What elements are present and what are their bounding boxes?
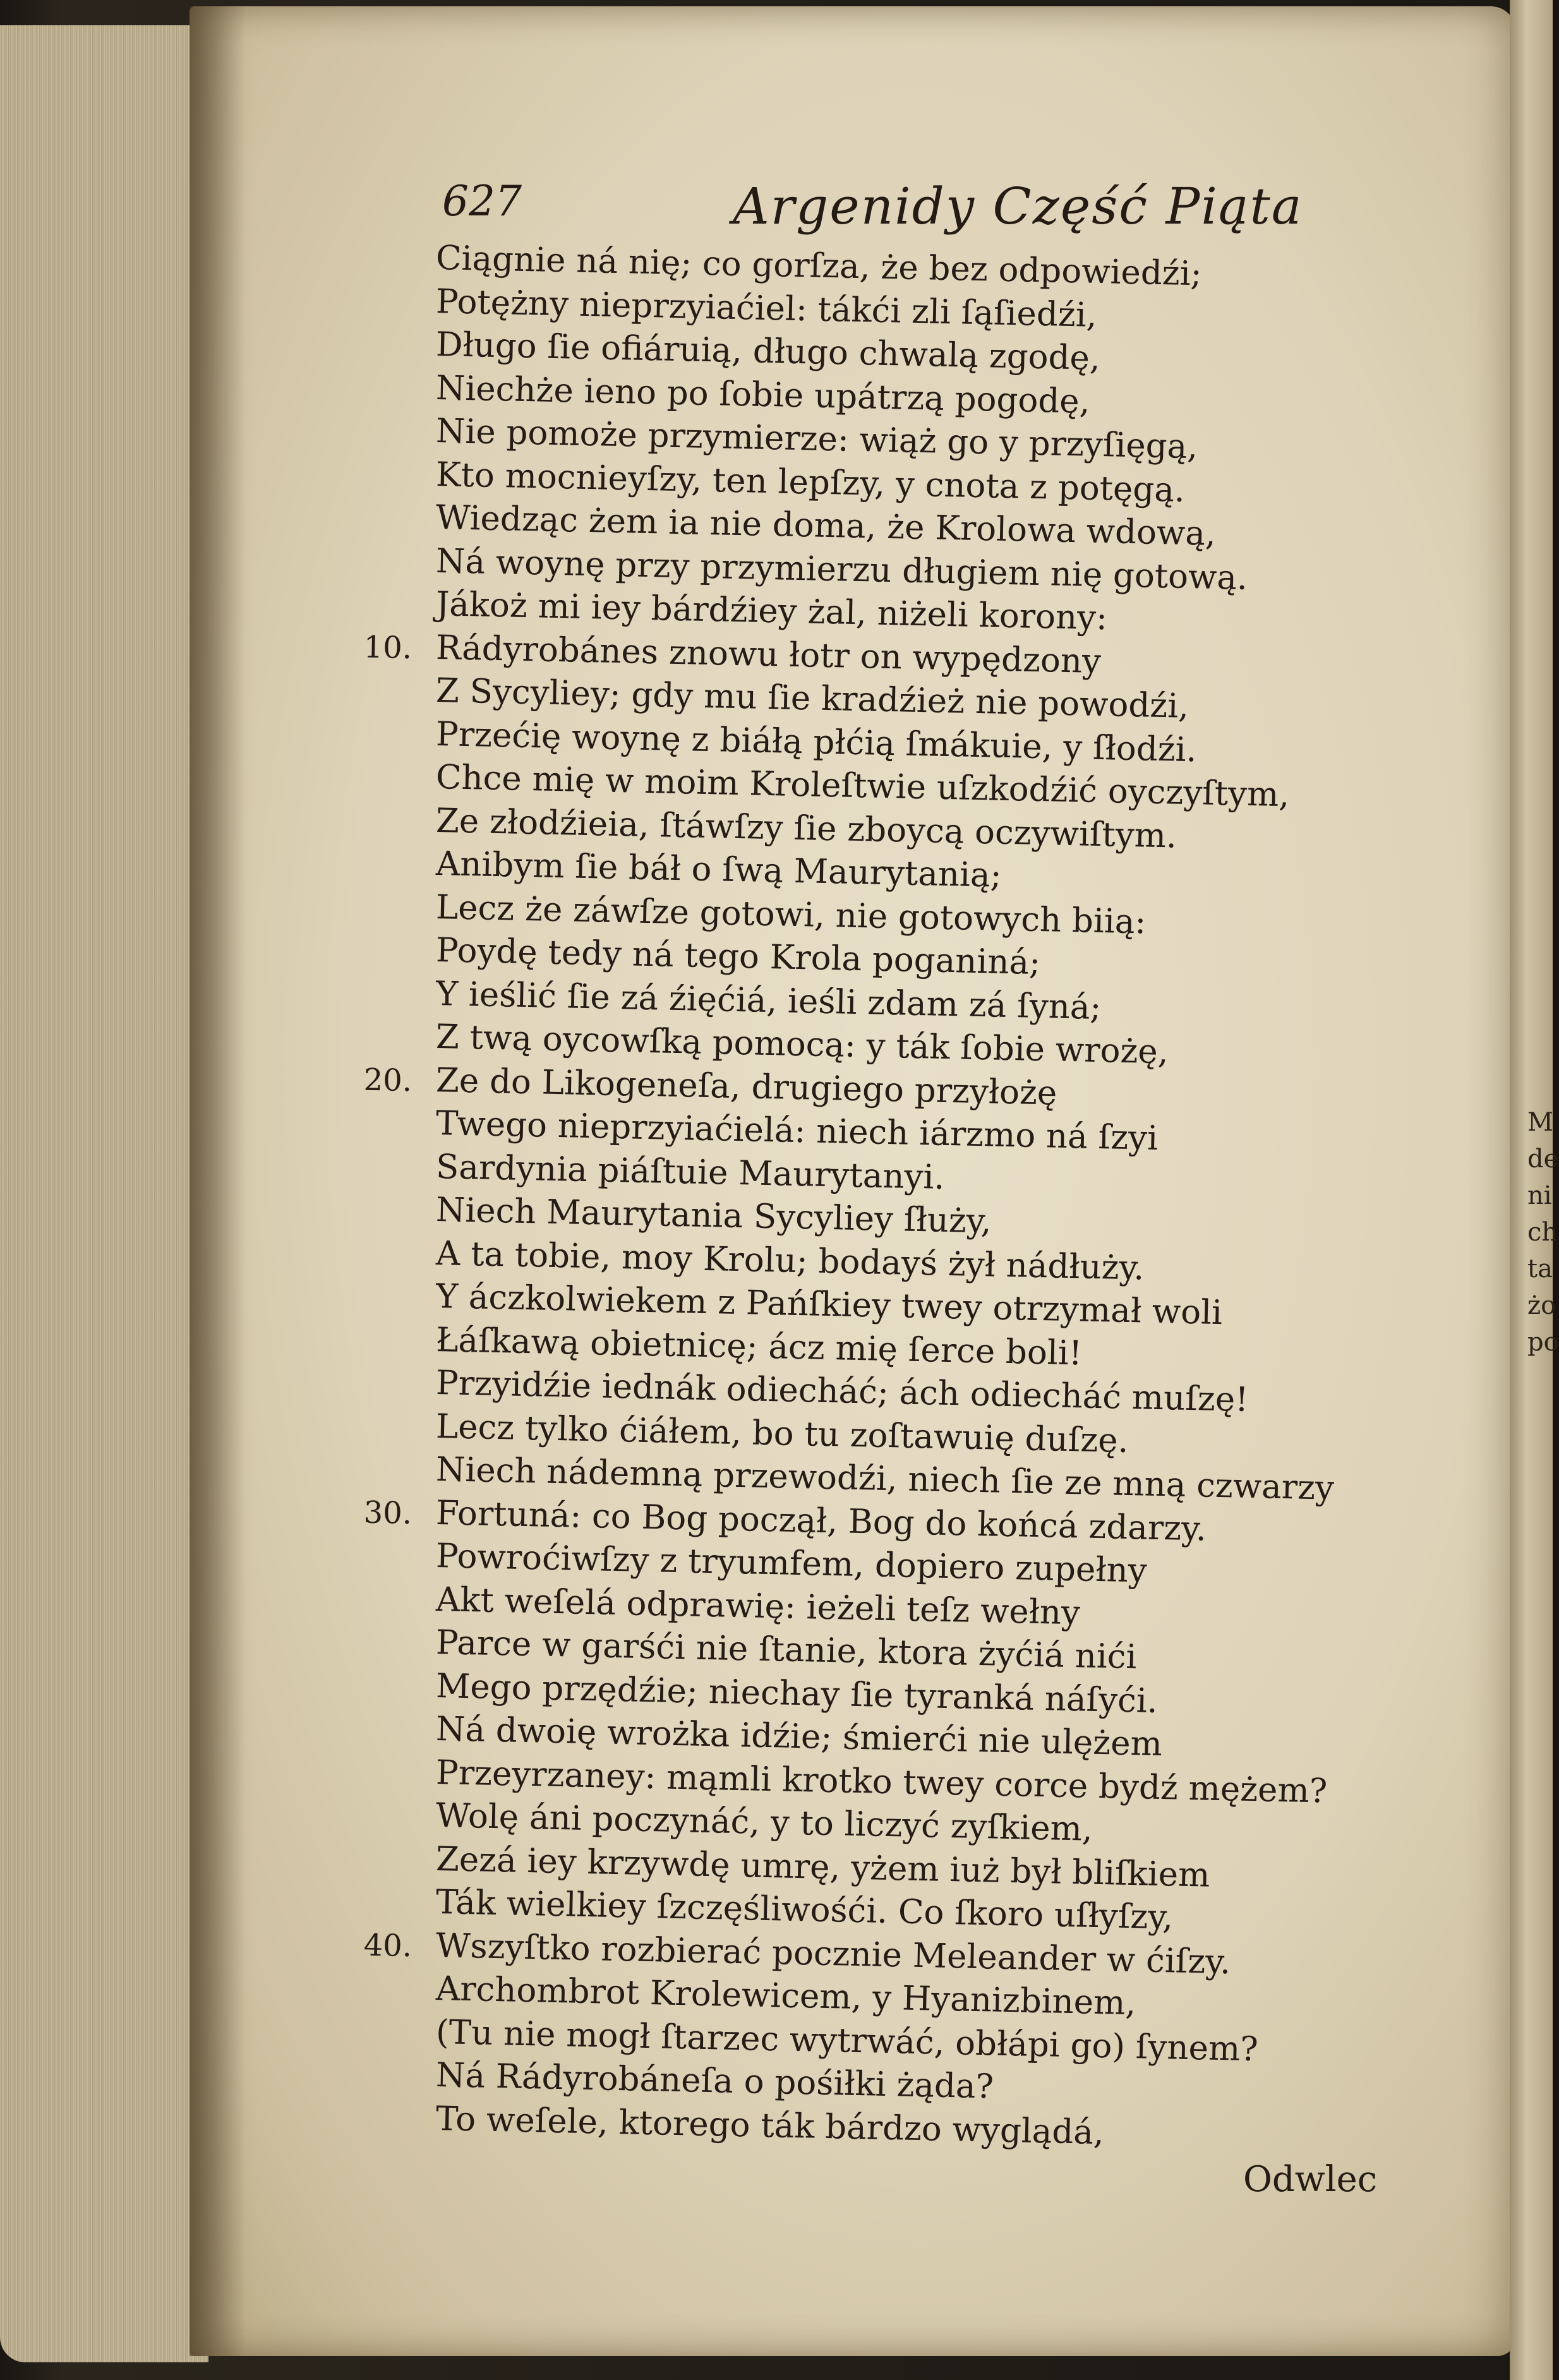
line-number xyxy=(330,1883,412,1885)
line-number xyxy=(330,1321,412,1323)
line-number xyxy=(330,1753,412,1755)
line-number xyxy=(330,2013,412,2015)
poem-text xyxy=(0,239,1559,2184)
line-number xyxy=(330,1407,412,1409)
line-number xyxy=(330,2056,412,2058)
line-text: Akt weſelá odprawię: ieżeli teſz wełny xyxy=(435,1580,1081,1632)
line-number xyxy=(330,1796,412,1798)
line-number: 40. xyxy=(363,1927,412,1964)
line-number xyxy=(330,455,412,457)
line-text: Fortuná: co Bog począł, Bog do końcá zdarzy. xyxy=(435,1493,1207,1549)
line-text: Ták wielkiey ſzczęśliwośći. Co ſkoro uſłyſzy, xyxy=(435,1883,1174,1937)
line-number xyxy=(330,1364,412,1366)
line-number xyxy=(330,1580,412,1582)
line-text: Wszyſtko rozbierać pocznie Meleander w ćiſzy. xyxy=(435,1926,1231,1981)
line-text: Lecz tylko ćiáłem, bo tu zoſtawuię duſzę. xyxy=(435,1407,1129,1460)
line-text: Parce w garśći nie ſtanie, ktora żyćiá nići xyxy=(435,1623,1138,1677)
line-number xyxy=(330,1537,412,1539)
line-text: Nie pomoże przymierze: wiąż go y przyſięgą, xyxy=(435,412,1198,467)
line-number xyxy=(330,671,412,673)
line-text: Niechże ieno po ſobie upátrzą pogodę, xyxy=(435,368,1091,421)
line-number xyxy=(330,1148,412,1150)
line-number xyxy=(330,325,412,327)
line-text: Twego nieprzyiaćielá: niech iárzmo ná ſzyi xyxy=(435,1104,1159,1158)
line-number xyxy=(330,412,412,414)
next-page-line: ni xyxy=(1527,1181,1552,1210)
line-number: 20. xyxy=(363,1062,412,1098)
line-number xyxy=(330,1277,412,1279)
line-text: Jákoż mi iey bárdźiey żal, niżeli korony: xyxy=(435,585,1108,638)
line-text: Przyidźie iednák odiecháć; ách odiecháć muſzę! xyxy=(435,1364,1249,1419)
line-text: Powroćiwſzy z tryumfem, dopiero zupełny xyxy=(435,1537,1148,1590)
line-number xyxy=(330,1969,412,1971)
line-number xyxy=(330,1234,412,1236)
line-number xyxy=(330,542,412,544)
line-number xyxy=(330,2100,412,2101)
line-number xyxy=(330,1104,412,1106)
running-head: Argenidy Część Piąta xyxy=(733,177,1303,236)
line-text: Mego przędźie; niechay ſie tyranká náſyći. xyxy=(435,1666,1159,1721)
line-text: Przećię woynę z biáłą płćią ſmákuie, y ſłodźi. xyxy=(435,714,1198,769)
line-number xyxy=(330,1667,412,1669)
line-text: Ná woynę przy przymierzu długiem nię gotową. xyxy=(435,541,1248,598)
line-text: Archombrot Krolewicem, y Hyanizbinem, xyxy=(435,1969,1136,2023)
line-text: Z Sycyliey; gdy mu ſie kradźież nie powodźi, xyxy=(435,671,1189,726)
line-text: Przeyrzaney: mąmli krotko twey corce bydź mężem? xyxy=(435,1753,1328,1811)
line-number xyxy=(330,1450,412,1452)
line-text: Niech Maurytania Sycyliey ſłuży, xyxy=(435,1191,992,1241)
line-text: Anibym ſie báł o ſwą Maurytanią; xyxy=(435,844,1002,895)
line-text: A ta tobie, moy Krolu; bodayś żył nádłuży. xyxy=(435,1234,1145,1287)
line-text: Ze złodźieia, ſtáwſzy ſie zboycą oczywiſtym. xyxy=(435,801,1177,856)
line-number xyxy=(330,1623,412,1625)
line-text: Ciągnie ná nię; co gorſza, że bez odpowiedźi; xyxy=(435,239,1203,294)
line-number xyxy=(330,282,412,284)
line-text: Niech nádemną przewodźi, niech ſie ze mną czwarzy xyxy=(435,1450,1335,1508)
line-number: 30. xyxy=(363,1494,412,1531)
line-number xyxy=(330,802,412,803)
line-text: Poydę tedy ná tego Krola poganiná; xyxy=(435,931,1041,983)
next-page-line: żo xyxy=(1527,1291,1556,1320)
line-text: Z twą oycowſką pomocą: y ták ſobie wrożę, xyxy=(435,1018,1169,1072)
line-text: Ná dwoię wrożka idźie; śmierći nie ulężem xyxy=(435,1710,1163,1764)
next-page-line: de xyxy=(1527,1145,1559,1174)
line-text: Wiedząc żem ia nie doma, że Krolowa wdową, xyxy=(435,498,1217,553)
line-number xyxy=(330,1018,412,1019)
line-text: Sardynia piáſtuie Maurytanyi. xyxy=(435,1147,945,1197)
line-number xyxy=(330,1191,412,1193)
page-header xyxy=(442,177,1327,246)
line-number xyxy=(330,844,412,846)
line-number xyxy=(330,758,412,760)
line-text: Potężny nieprzyiaćiel: tákći zli ſąſiedźi, xyxy=(435,282,1098,335)
line-text: Zezá iey krzywdę umrę, yżem iuż był bliſkiem xyxy=(435,1839,1210,1895)
line-text: Y ieślić ſie zá źięćiá, ieśli zdam zá ſyná; xyxy=(435,974,1102,1027)
next-page-line: M xyxy=(1527,1108,1553,1137)
line-text: Długo ſie ofiáruią, długo chwalą zgodę, xyxy=(435,325,1101,378)
line-number xyxy=(330,369,412,371)
line-text: Rádyrobánes znowu łotr on wypędzony xyxy=(435,628,1102,681)
line-number xyxy=(330,239,412,241)
line-text: Y áczkolwiekem z Pańſkiey twey otrzymał woli xyxy=(435,1277,1223,1333)
line-text: Łáſkawą obietnicę; ácz mię ſerce boli! xyxy=(435,1320,1083,1373)
line-number xyxy=(330,585,412,587)
line-text: To weſele, ktorego ták bárdzo wyglądá, xyxy=(435,2099,1105,2152)
line-text: Chce mię w moim Kroleſtwie uſzkodźić oyczyſtym, xyxy=(435,758,1290,815)
next-page-line: ch xyxy=(1527,1218,1558,1247)
line-number xyxy=(330,715,412,717)
next-page-line: ta xyxy=(1527,1254,1553,1283)
catchword: Odwlec xyxy=(1243,2159,1378,2200)
line-number xyxy=(330,1710,412,1712)
line-number xyxy=(330,931,412,933)
line-text: Kto mocnieyſzy, ten lepſzy, y cnota z potęgą. xyxy=(435,455,1186,510)
line-number xyxy=(330,498,412,500)
line-text: (Tu nie mogł ſtarzec wytrwáć, obłápi go) ſynem? xyxy=(435,2012,1259,2069)
line-number xyxy=(330,975,412,977)
line-number: 10. xyxy=(363,629,412,666)
line-text: Ná Rádyrobáneſa o pośiłki żąda? xyxy=(435,2056,994,2107)
line-text: Wolę áni poczynáć, y to liczyć zyſkiem, xyxy=(435,1796,1093,1849)
line-number xyxy=(330,1840,412,1842)
line-text: Ze do Likogeneſa, drugiego przyłożę xyxy=(435,1061,1057,1113)
line-text: Lecz że záwſze gotowi, nie gotowych biią: xyxy=(435,887,1147,942)
page-number: 627 xyxy=(442,177,522,225)
line-number xyxy=(330,888,412,890)
next-page-line: po xyxy=(1527,1328,1559,1357)
